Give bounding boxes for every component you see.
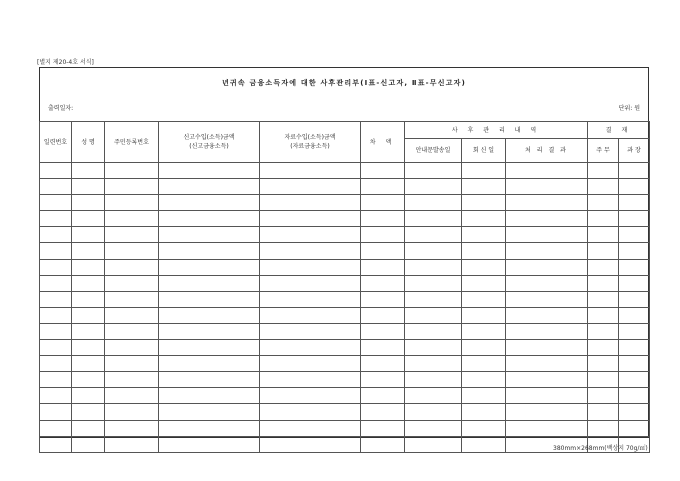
table-cell[interactable] [588, 227, 619, 243]
table-cell[interactable] [105, 291, 159, 307]
paper-size-note: 380mm×268mm(백상지 70g/㎡) [553, 445, 648, 452]
table-cell[interactable] [405, 372, 462, 388]
table-cell[interactable] [462, 388, 506, 404]
table-cell[interactable] [72, 372, 105, 388]
table-cell[interactable] [40, 259, 72, 275]
table-cell[interactable] [588, 340, 619, 356]
col-reported-income [159, 122, 260, 163]
table-cell[interactable] [260, 436, 361, 452]
table-row [40, 356, 650, 372]
table-cell[interactable] [40, 388, 72, 404]
table-cell[interactable] [40, 323, 72, 339]
table-cell[interactable] [506, 307, 588, 323]
table-cell[interactable] [588, 243, 619, 259]
table-cell[interactable] [361, 307, 405, 323]
table-cell[interactable] [405, 356, 462, 372]
table-cell[interactable] [159, 356, 260, 372]
ledger-body [40, 163, 650, 453]
table-row [40, 211, 650, 227]
table-cell[interactable] [159, 307, 260, 323]
table-cell[interactable] [506, 211, 588, 227]
table-cell[interactable] [159, 163, 260, 179]
table-cell[interactable] [619, 388, 650, 404]
table-cell[interactable] [405, 243, 462, 259]
table-cell[interactable] [40, 227, 72, 243]
table-cell[interactable] [260, 243, 361, 259]
table-cell[interactable] [405, 195, 462, 211]
table-cell[interactable] [105, 179, 159, 195]
table-cell[interactable] [506, 340, 588, 356]
table-cell[interactable] [260, 179, 361, 195]
table-row [40, 163, 650, 179]
table-cell[interactable] [619, 243, 650, 259]
table-cell[interactable] [588, 291, 619, 307]
table-cell[interactable] [72, 211, 105, 227]
table-cell[interactable] [361, 195, 405, 211]
table-cell[interactable] [619, 372, 650, 388]
table-cell[interactable] [105, 227, 159, 243]
table-cell[interactable] [462, 243, 506, 259]
table-cell[interactable] [506, 195, 588, 211]
table-cell[interactable] [72, 436, 105, 452]
table-cell[interactable] [506, 259, 588, 275]
table-cell[interactable] [105, 420, 159, 436]
col-difference: 차 액 [361, 122, 405, 163]
table-cell[interactable] [588, 195, 619, 211]
table-cell[interactable] [72, 420, 105, 436]
table-cell[interactable] [506, 275, 588, 291]
table-cell[interactable] [588, 404, 619, 420]
table-cell[interactable] [405, 307, 462, 323]
table-cell[interactable] [105, 307, 159, 323]
table-row [40, 388, 650, 404]
table-cell[interactable] [588, 211, 619, 227]
table-cell[interactable] [506, 404, 588, 420]
table-cell[interactable] [361, 163, 405, 179]
table-cell[interactable] [105, 259, 159, 275]
table-cell[interactable] [405, 388, 462, 404]
table-cell[interactable] [72, 275, 105, 291]
table-cell[interactable] [40, 291, 72, 307]
table-cell[interactable] [159, 420, 260, 436]
table-cell[interactable] [405, 211, 462, 227]
table-cell[interactable] [260, 211, 361, 227]
col-followup-group: 사 후 관 리 내 역 [405, 122, 588, 139]
col-officer: 주 무 [588, 139, 619, 163]
table-cell[interactable] [588, 372, 619, 388]
table-cell[interactable] [462, 404, 506, 420]
table-cell[interactable] [260, 291, 361, 307]
table-cell[interactable] [260, 259, 361, 275]
table-cell[interactable] [588, 307, 619, 323]
table-cell[interactable] [105, 195, 159, 211]
col-manager: 과 장 [619, 139, 650, 163]
table-cell[interactable] [405, 179, 462, 195]
table-cell[interactable] [72, 291, 105, 307]
table-row [40, 420, 650, 436]
table-cell[interactable] [105, 388, 159, 404]
table-cell[interactable] [72, 307, 105, 323]
table-cell[interactable] [462, 356, 506, 372]
table-cell[interactable] [40, 179, 72, 195]
table-cell[interactable] [619, 179, 650, 195]
table-cell[interactable] [619, 307, 650, 323]
table-cell[interactable] [619, 291, 650, 307]
table-cell[interactable] [588, 259, 619, 275]
table-cell[interactable] [462, 163, 506, 179]
table-cell[interactable] [72, 227, 105, 243]
table-cell[interactable] [405, 259, 462, 275]
table-row [40, 275, 650, 291]
table-cell[interactable] [105, 163, 159, 179]
table-cell[interactable] [588, 420, 619, 436]
table-cell[interactable] [506, 372, 588, 388]
table-cell[interactable] [588, 163, 619, 179]
table-cell[interactable] [72, 340, 105, 356]
table-cell[interactable] [619, 163, 650, 179]
table-cell[interactable] [506, 388, 588, 404]
table-cell[interactable] [260, 163, 361, 179]
table-cell[interactable] [40, 307, 72, 323]
table-cell[interactable] [159, 259, 260, 275]
col-reply-date: 회 신 일 [462, 139, 506, 163]
table-cell[interactable] [619, 404, 650, 420]
table-cell[interactable] [40, 163, 72, 179]
table-cell[interactable] [405, 420, 462, 436]
table-cell[interactable] [159, 372, 260, 388]
table-cell[interactable] [159, 340, 260, 356]
table-cell[interactable] [462, 372, 506, 388]
table-cell[interactable] [361, 404, 405, 420]
table-cell[interactable] [588, 356, 619, 372]
table-cell[interactable] [462, 275, 506, 291]
table-cell[interactable] [619, 259, 650, 275]
table-cell[interactable] [159, 243, 260, 259]
table-cell[interactable] [405, 163, 462, 179]
table-row [40, 291, 650, 307]
table-cell[interactable] [260, 372, 361, 388]
form-id: [별지 제20-4호 서식] [37, 59, 94, 66]
table-cell[interactable] [260, 275, 361, 291]
table-cell[interactable] [619, 195, 650, 211]
table-cell[interactable] [506, 291, 588, 307]
table-cell[interactable] [619, 211, 650, 227]
table-cell[interactable] [506, 243, 588, 259]
table-cell[interactable] [506, 356, 588, 372]
col-reported-income-line1: 신고수입(소득)금액 [183, 134, 235, 141]
table-cell[interactable] [159, 275, 260, 291]
table-cell[interactable] [72, 243, 105, 259]
table-cell[interactable] [361, 388, 405, 404]
table-cell[interactable] [619, 356, 650, 372]
table-row [40, 307, 650, 323]
table-cell[interactable] [105, 436, 159, 452]
table-cell[interactable] [462, 291, 506, 307]
col-name: 성 명 [72, 122, 105, 163]
table-cell[interactable] [405, 227, 462, 243]
table-cell[interactable] [159, 227, 260, 243]
table-cell[interactable] [361, 323, 405, 339]
table-cell[interactable] [159, 323, 260, 339]
table-cell[interactable] [40, 340, 72, 356]
table-cell[interactable] [260, 227, 361, 243]
table-cell[interactable] [462, 195, 506, 211]
table-cell[interactable] [72, 163, 105, 179]
table-cell[interactable] [159, 179, 260, 195]
table-cell[interactable] [462, 259, 506, 275]
table-cell[interactable] [260, 404, 361, 420]
table-cell[interactable] [462, 179, 506, 195]
table-cell[interactable] [405, 275, 462, 291]
table-cell[interactable] [361, 291, 405, 307]
table-cell[interactable] [361, 179, 405, 195]
table-cell[interactable] [40, 275, 72, 291]
table-cell[interactable] [260, 356, 361, 372]
table-cell[interactable] [361, 340, 405, 356]
table-cell[interactable] [40, 356, 72, 372]
ledger-table [39, 121, 650, 453]
col-reported-income-line2: (신고금융소득) [189, 143, 229, 150]
table-cell[interactable] [72, 356, 105, 372]
col-result: 처 리 결 과 [506, 139, 588, 163]
table-cell[interactable] [405, 323, 462, 339]
table-cell[interactable] [506, 323, 588, 339]
table-cell[interactable] [588, 323, 619, 339]
table-row [40, 227, 650, 243]
table-cell[interactable] [462, 420, 506, 436]
table-cell[interactable] [40, 404, 72, 420]
table-cell[interactable] [159, 436, 260, 452]
print-date-label: 출력일자: [48, 105, 74, 112]
table-row [40, 259, 650, 275]
col-resident-no: 주민등록번호 [105, 122, 159, 163]
table-row [40, 340, 650, 356]
table-row [40, 404, 650, 420]
table-cell[interactable] [40, 372, 72, 388]
ledger-frame [39, 67, 649, 438]
table-cell[interactable] [405, 291, 462, 307]
table-cell[interactable] [506, 163, 588, 179]
table-cell[interactable] [619, 275, 650, 291]
table-cell[interactable] [159, 211, 260, 227]
table-cell[interactable] [105, 372, 159, 388]
table-cell[interactable] [105, 404, 159, 420]
table-cell[interactable] [506, 179, 588, 195]
table-cell[interactable] [405, 436, 462, 452]
col-data-income-line1: 자료수입(소득)금액 [284, 134, 336, 141]
table-cell[interactable] [260, 323, 361, 339]
col-serial: 일련번호 [40, 122, 72, 163]
table-cell[interactable] [40, 420, 72, 436]
table-row [40, 179, 650, 195]
table-cell[interactable] [619, 340, 650, 356]
table-row [40, 195, 650, 211]
table-cell[interactable] [361, 227, 405, 243]
table-cell[interactable] [462, 211, 506, 227]
table-cell[interactable] [361, 372, 405, 388]
table-cell[interactable] [462, 227, 506, 243]
page-title: 년귀속 금융소득자에 대한 사후관리부(Ⅰ표-신고자, Ⅱ표-무신고자) [221, 79, 467, 87]
table-cell[interactable] [40, 211, 72, 227]
table-cell[interactable] [361, 243, 405, 259]
table-cell[interactable] [619, 227, 650, 243]
table-cell[interactable] [72, 404, 105, 420]
table-cell[interactable] [405, 404, 462, 420]
table-cell[interactable] [588, 179, 619, 195]
table-cell[interactable] [361, 259, 405, 275]
table-cell[interactable] [588, 275, 619, 291]
table-cell[interactable] [361, 275, 405, 291]
table-cell[interactable] [462, 323, 506, 339]
col-data-income [260, 122, 361, 163]
table-cell[interactable] [159, 388, 260, 404]
table-cell[interactable] [72, 195, 105, 211]
table-cell[interactable] [361, 436, 405, 452]
unit-label: 단위: 원 [618, 105, 640, 112]
table-cell[interactable] [159, 404, 260, 420]
table-cell[interactable] [260, 307, 361, 323]
table-cell[interactable] [72, 388, 105, 404]
table-cell[interactable] [105, 211, 159, 227]
table-cell[interactable] [40, 195, 72, 211]
table-cell[interactable] [462, 307, 506, 323]
table-cell[interactable] [260, 195, 361, 211]
table-cell[interactable] [159, 291, 260, 307]
table-cell[interactable] [105, 323, 159, 339]
table-cell[interactable] [506, 227, 588, 243]
table-row [40, 243, 650, 259]
table-cell[interactable] [105, 356, 159, 372]
table-row [40, 372, 650, 388]
table-cell[interactable] [40, 243, 72, 259]
table-cell[interactable] [462, 340, 506, 356]
table-cell[interactable] [619, 420, 650, 436]
table-cell[interactable] [619, 323, 650, 339]
table-cell[interactable] [361, 356, 405, 372]
col-data-income-line2: (자료금융소득) [290, 143, 330, 150]
table-cell[interactable] [72, 323, 105, 339]
table-cell[interactable] [506, 420, 588, 436]
table-cell[interactable] [462, 436, 506, 452]
table-cell[interactable] [72, 179, 105, 195]
table-cell[interactable] [260, 420, 361, 436]
table-cell[interactable] [405, 340, 462, 356]
table-cell[interactable] [72, 259, 105, 275]
col-approval-group: 결 재 [588, 122, 650, 139]
table-cell[interactable] [361, 420, 405, 436]
table-cell[interactable] [105, 340, 159, 356]
table-cell[interactable] [588, 388, 619, 404]
table-cell[interactable] [260, 340, 361, 356]
table-row [40, 323, 650, 339]
table-cell[interactable] [105, 275, 159, 291]
col-notice-date: 안내문발송일 [405, 139, 462, 163]
table-cell[interactable] [105, 243, 159, 259]
table-cell[interactable] [260, 388, 361, 404]
table-cell[interactable] [159, 195, 260, 211]
table-cell[interactable] [40, 436, 72, 452]
table-cell[interactable] [361, 211, 405, 227]
